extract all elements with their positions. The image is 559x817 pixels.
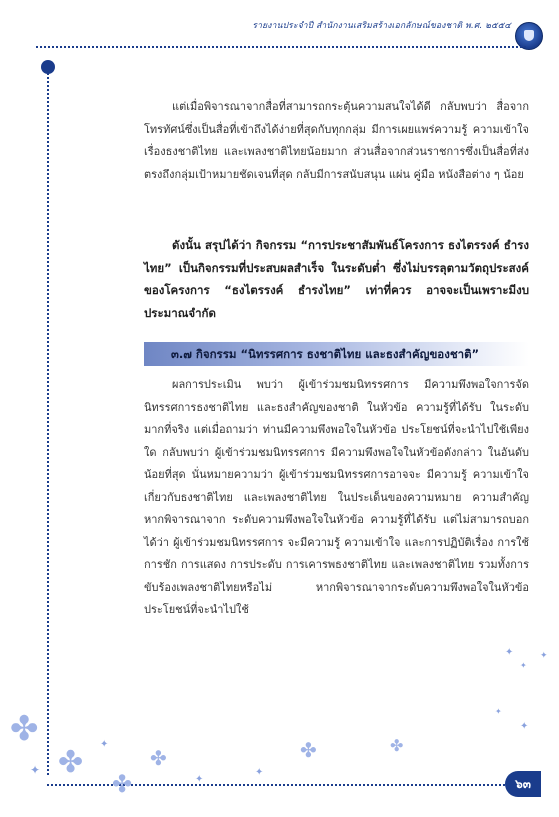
page-number: ๖๓ — [505, 771, 541, 797]
flower-icon: ✤ — [390, 736, 404, 755]
flower-icon: ✤ — [58, 745, 84, 780]
sparkle-icon: ✦ — [100, 739, 109, 750]
paragraph-exhibition-results: ผลการประเมิน พบว่า ผู้เข้าร่วมชมนิทรรศการ มีความพึงพอใจการจัดนิทรรศการธงชาติไทย และธงสำคัญของชาติ ในหัวข้อ ความรู้ที่ได้รับ ในระดับมากที่จริง แต่เมื่อถามว่า ท่านมีความพึงพอใจในหัวข้อ ประโยชน์ที่จะนำไปใช้เพียงใด กลับพบว่า ผู้เข้าร่วมชมนิทรรศการ มีความพึงพอใจในหัวข้อดังกล่าว ในอันดับน้อยที่สุด นั่นหมายความว่า ผู้เข้าร่วมชมนิทรรศการอาจจะ มีความรู้ ความเข้าใจ เกี่ยวกับธงชาติไทย และเพลงชาติไทย ในประเด็นของความหมาย ความสำคัญ หากพิจารณาจาก ระดับความพึงพอใจในหัวข้อ ความรู้ที่ได้รับ แต่ไม่สามารถบอกได้ว่า ผู้เข้าร่วมชมนิทรรศการ จะมีความรู้ ความเข้าใจ และการปฏิบัติเรื่อง การใช้ การชัก การแสดง การประดับ การเคารพธงชาติไทย และเพลงชาติไทย รวมทั้งการขับร้องเพลงชาติไทยหรือไม่ หากพิจารณาจากระดับความพึงพอใจในหัวข้อ ประโยชน์ที่จะนำไปใช้ — [144, 378, 529, 616]
paragraph-media-findings: แต่เมื่อพิจารณาจากสื่อที่สามารถกระตุ้นความสนใจได้ดี กลับพบว่า สื่อจากโทรทัศน์ซึ่งเป็นสื่อที่เข้าถึงได้ง่ายที่สุดกับทุกกลุ่ม มีการเผยแพร่ความรู้ ความเข้าใจ เรื่องธงชาติไทย และเพลงชาติไทยน้อยมาก ส่วนสื่อจากส่วนราชการซึ่งเป็นสื่อที่ส่งตรงถึงกลุ่มเป้าหมายชัดเจนที่สุด กลับมีการสนับสนุน แผ่น คู่มือ หนังสือต่าง ๆ น้อย — [144, 100, 529, 181]
sparkle-icon: ✦ — [505, 647, 514, 658]
flower-icon: ✤ — [150, 746, 167, 770]
flower-icon: ✤ — [10, 709, 39, 749]
sparkle-icon: ✦ — [495, 707, 502, 716]
sparkle-icon: ✦ — [520, 661, 527, 670]
paragraph-conclusion: ดังนั้น สรุปได้ว่า กิจกรรม “การประชาสัมพันธ์โครงการ ธงไตรรงค์ ธำรงไทย” เป็นกิจกรรมที่ประสบผลสำเร็จ ในระดับต่ำ ซึ่งไม่บรรลุตามวัตถุประสงค์ของโครงการ “ธงไตรรงค์ ธำรงไทย” เท่าที่ควร อาจจะเป็นเพราะมีงบประมาณจำกัด — [144, 238, 529, 320]
margin-line — [47, 70, 49, 775]
section-heading: ๓.๗ กิจกรรม “นิทรรศการ ธงชาติไทย และธงสำคัญของชาติ” — [171, 347, 480, 361]
header-divider — [36, 46, 526, 48]
sparkle-icon: ✦ — [255, 767, 264, 778]
flower-icon: ✤ — [112, 770, 133, 798]
flower-icon: ✤ — [300, 738, 317, 762]
running-header: รายงานประจำปี สำนักงานเสริมสร้างเอกลักษณ์ของชาติ พ.ศ. ๒๕๕๔ — [252, 21, 511, 31]
sparkle-icon: ✦ — [520, 721, 529, 732]
sparkle-icon: ✦ — [195, 774, 204, 785]
sparkle-icon: ✦ — [540, 651, 548, 661]
sparkle-icon: ✦ — [30, 763, 41, 777]
